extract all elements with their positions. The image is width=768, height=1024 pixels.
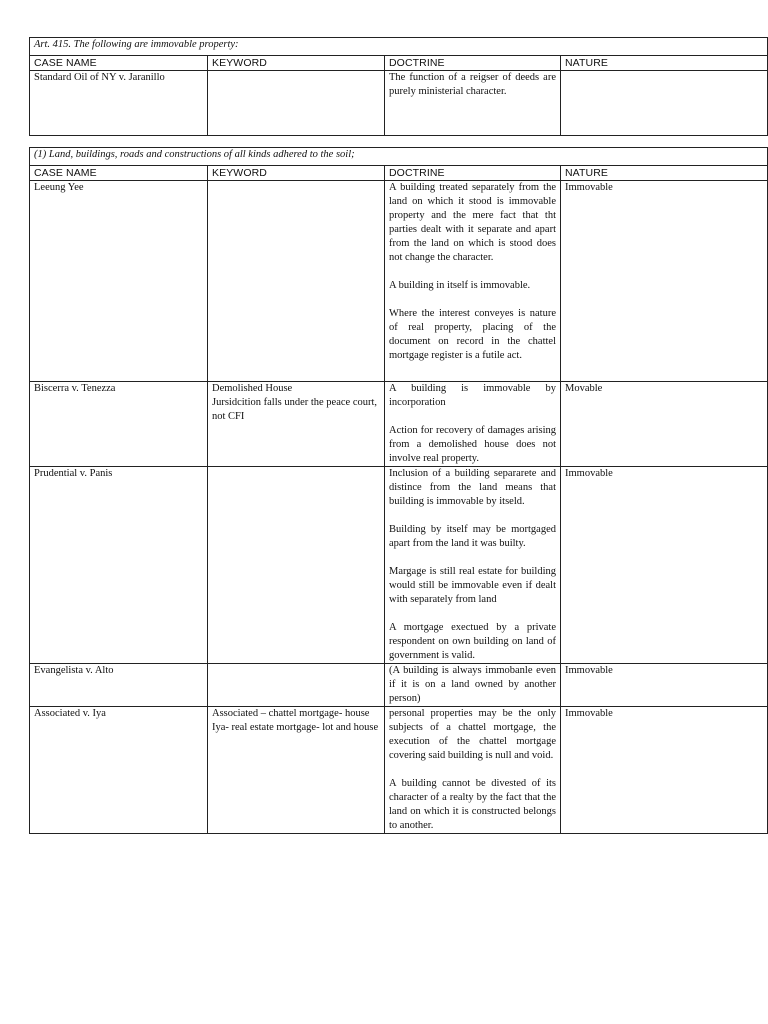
doctrine-paragraph: The function of a reigser of deeds are purely ministerial character.	[389, 72, 556, 97]
table-title: Art. 415. The following are immovable property:	[30, 38, 768, 56]
header-nature: NATURE	[561, 56, 768, 71]
case-name-cell: Leeung Yee	[30, 181, 208, 382]
doctrine-cell	[385, 664, 561, 707]
header-keyword: KEYWORD	[208, 166, 385, 181]
keyword-line: Jursidcition falls under the peace court, not CFI	[212, 397, 378, 422]
doctrine-cell	[385, 467, 561, 664]
keyword-line: Demolished House	[212, 383, 293, 394]
doctrine-cell	[385, 707, 561, 834]
keyword-cell	[208, 71, 385, 136]
header-doctrine: DOCTRINE	[385, 56, 561, 71]
doctrine-paragraph: A building in itself is immovable.	[389, 280, 531, 291]
header-keyword: KEYWORD	[208, 56, 385, 71]
nature-cell: Immovable	[561, 181, 768, 382]
table-row	[30, 382, 768, 467]
header-doctrine: DOCTRINE	[385, 166, 561, 181]
keyword-line: Iya- real estate mortgage- lot and house	[212, 722, 379, 733]
keyword-cell	[208, 382, 385, 467]
header-case-name: CASE NAME	[30, 166, 208, 181]
table-header-row	[30, 166, 768, 181]
keyword-cell	[208, 707, 385, 834]
case-name-cell: Standard Oil of NY v. Jaranillo	[30, 71, 208, 136]
doctrine-paragraph: personal properties may be the only subjects of a chattel mortgage, the execution of the chattel mortgage covering said building is null and void.	[389, 708, 556, 761]
table-row	[30, 664, 768, 707]
keyword-cell	[208, 181, 385, 382]
table-row	[30, 71, 768, 136]
nature-cell	[561, 71, 768, 136]
keyword-cell	[208, 467, 385, 664]
nature-cell: Immovable	[561, 707, 768, 834]
header-case-name: CASE NAME	[30, 56, 208, 71]
doctrine-cell	[385, 71, 561, 136]
keyword-line: Associated – chattel mortgage- house	[212, 708, 370, 719]
table-header-row	[30, 56, 768, 71]
table-title: (1) Land, buildings, roads and constructions of all kinds adhered to the soil;	[30, 148, 768, 166]
nature-cell: Movable	[561, 382, 768, 467]
doctrine-paragraph: A mortgage exectued by a private respondent on own building on land of government is valid.	[389, 622, 556, 661]
doctrine-paragraph: Margage is still real estate for building would still be immovable even if dealt with separately from land	[389, 566, 556, 605]
doctrine-paragraph: Inclusion of a building separarete and distince from the land means that building is immovable by itseld.	[389, 468, 556, 507]
case-name-cell: Biscerra v. Tenezza	[30, 382, 208, 467]
case-table-art-415	[29, 37, 768, 136]
table-row	[30, 467, 768, 664]
doctrine-paragraph: (A building is always immobanle even if it is on a land owned by another person)	[389, 665, 556, 704]
doctrine-paragraph: A building cannot be divested of its character of a realty by the fact that the land on which it is constructed belongs to another.	[389, 778, 556, 831]
doctrine-paragraph: Where the interest conveyes is nature of real property, placing of the document on record in the chattel mortgage register is a futile act.	[389, 308, 556, 361]
doctrine-paragraph: A building is immovable by incorporation	[389, 383, 556, 408]
doctrine-cell	[385, 181, 561, 382]
keyword-cell	[208, 664, 385, 707]
case-name-cell: Prudential v. Panis	[30, 467, 208, 664]
doctrine-paragraph: Building by itself may be mortgaged apart from the land it was builty.	[389, 524, 556, 549]
nature-cell: Immovable	[561, 664, 768, 707]
doctrine-paragraph: A building treated separately from the land on which it stood is immovable property and the mere fact that tht parties dealt with it separate and apart from the land on which is stood does not change the character.	[389, 182, 556, 263]
case-name-cell: Evangelista v. Alto	[30, 664, 208, 707]
doctrine-cell	[385, 382, 561, 467]
table-row	[30, 181, 768, 382]
case-table-land-buildings	[29, 147, 768, 834]
header-nature: NATURE	[561, 166, 768, 181]
table-row	[30, 707, 768, 834]
doctrine-paragraph: Action for recovery of damages arising from a demolished house does not involve real property.	[389, 425, 556, 464]
nature-cell: Immovable	[561, 467, 768, 664]
case-name-cell: Associated v. Iya	[30, 707, 208, 834]
